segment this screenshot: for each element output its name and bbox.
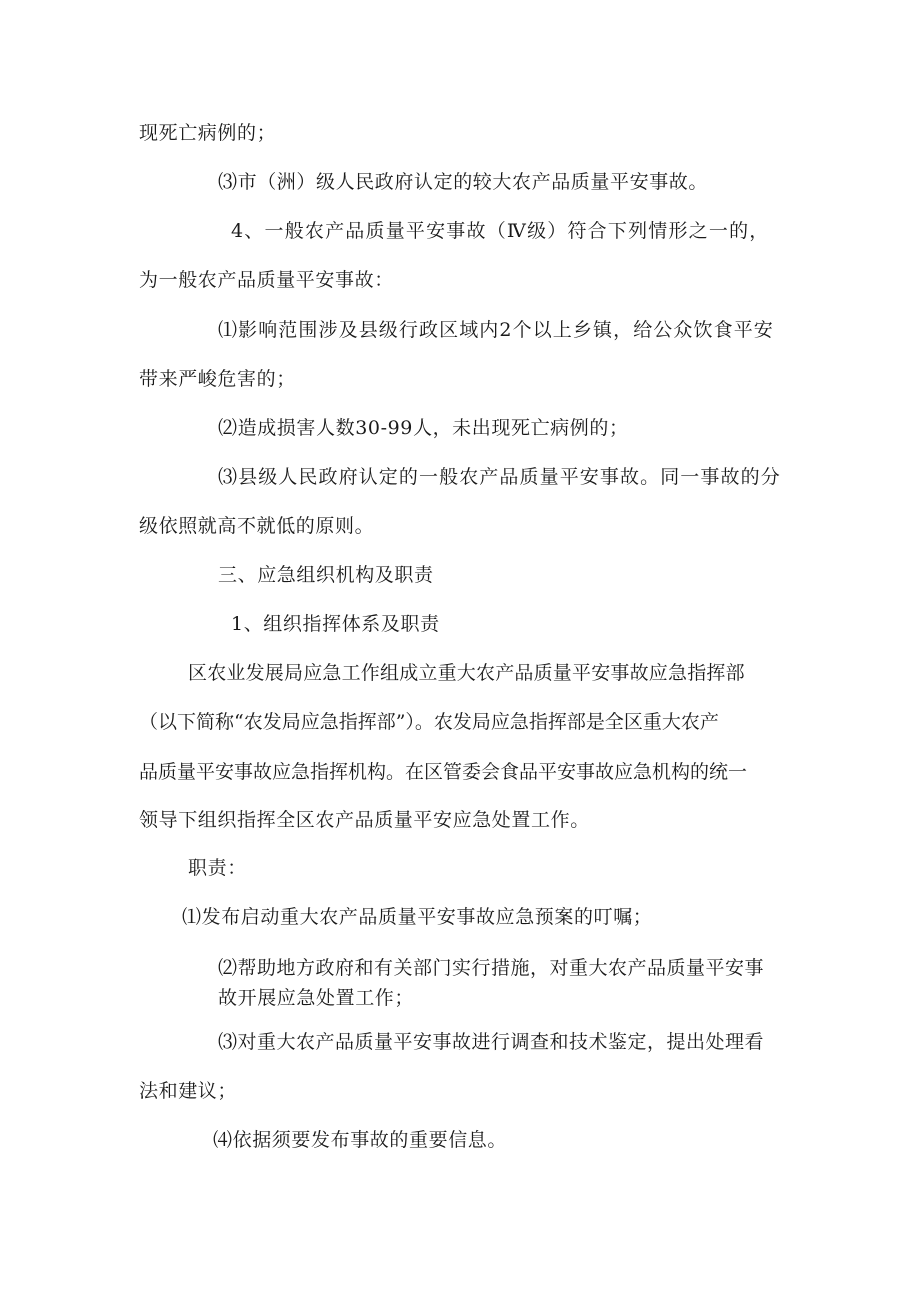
text-line: ⑶市（洲）级人民政府认定的较大农产品质量平安事故。 [218, 171, 709, 193]
text-line: ⑴发布启动重大农产品质量平安事故应急预案的叮嘱； [182, 906, 653, 928]
text-line: 职责： [188, 857, 247, 879]
text-line: ⑶对重大农产品质量平安事故进行调查和技术鉴定，提出处理看 [218, 1031, 765, 1053]
text-line: 4、一般农产品质量平安事故（Ⅳ级）符合下列情形之一的， [231, 220, 770, 242]
text-line: ⑵造成损害人数30-99人，未出现死亡病例的； [218, 417, 629, 439]
text-line: 品质量平安事故应急指挥机构。在区管委会食品平安事故应急机构的统一 [139, 761, 748, 783]
text-line: 级依照就高不就低的原则。 [139, 515, 375, 537]
text-line: 故开展应急处置工作； [218, 987, 415, 1009]
text-line: ⑵帮助地方政府和有关部门实行措施，对重大农产品质量平安事 [218, 957, 765, 979]
section-heading: 三、应急组织机构及职责 [218, 564, 434, 586]
text-line: ⑴影响范围涉及县级行政区域内2个以上乡镇，给公众饮食平安 [218, 319, 774, 341]
text-line: 现死亡病例的； [139, 122, 277, 144]
text-line: 区农业发展局应急工作组成立重大农产品质量平安事故应急指挥部 [188, 662, 745, 684]
text-line: 带来严峻危害的； [139, 368, 296, 390]
text-line: 领导下组织指挥全区农产品质量平安应急处置工作。 [139, 809, 590, 831]
text-line: 法和建议； [139, 1080, 238, 1102]
text-line: 为一般农产品质量平安事故： [139, 269, 394, 291]
text-line: ⑶县级人民政府认定的一般农产品质量平安事故。同一事故的分 [218, 466, 781, 488]
text-line: ⑷依据须要发布事故的重要信息。 [213, 1129, 508, 1151]
subsection-heading: 1、组织指挥体系及职责 [231, 613, 440, 635]
text-line: （以下简称“农发局应急指挥部”）。农发局应急指挥部是全区重大农产 [139, 711, 719, 733]
